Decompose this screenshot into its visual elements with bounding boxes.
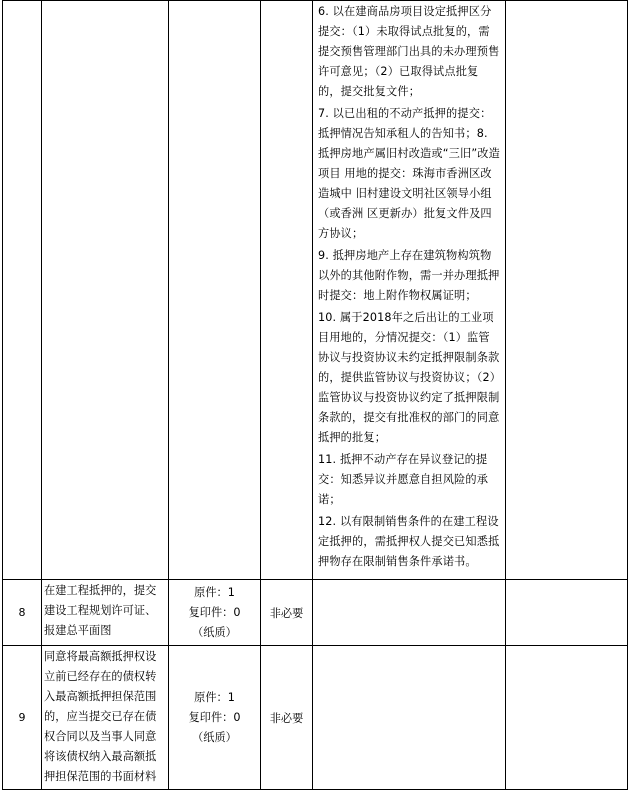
extra-cell xyxy=(506,580,628,646)
table-row xyxy=(3,1,628,580)
extra-cell xyxy=(506,1,628,580)
copy-count: 复印件：0 xyxy=(188,710,241,724)
original-count: 原件：1 xyxy=(194,690,235,704)
row-number: 9 xyxy=(3,646,42,790)
required-status: 非必要 xyxy=(261,646,313,790)
table-row xyxy=(3,646,628,790)
note-item: 10. 属于2018年之后出让的工业项目用地的，分情况提交：（1）监管协议与投资协议未约定抵押限制条款的，提供监管协议与投资协议；（2）监管协议与投资协议约定了抵押限制条款的，提交有批准权的部门的同意抵押的批复； xyxy=(318,311,500,444)
note-item: 11. 抵押不动产存在异议登记的提交：知悉异议并愿意自担风险的承诺； xyxy=(318,453,489,506)
note-item: 7. 以已出租的不动产抵押的提交：抵押情况告知承租人的告知书；8. 抵押房地产属旧村改造或“三旧”改造项目 用地的提交：珠海市香洲区改造城中 旧村建设文明社区领导小组（或香洲 区更新办）批复文件及四方协议； xyxy=(318,107,500,240)
copies-cell xyxy=(169,580,261,646)
extra-cell xyxy=(506,646,628,790)
original-count: 原件：1 xyxy=(194,585,235,599)
copy-unit: （纸质） xyxy=(192,625,237,639)
material-name: 在建工程抵押的，提交建设工程规划许可证、报建总平面图 xyxy=(42,580,169,646)
note-item: 12. 以有限制销售条件的在建工程设定抵押的，需抵押权人提交已知悉抵押物存在限制销售条件承诺书。 xyxy=(318,515,500,568)
copies-cell xyxy=(169,646,261,790)
notes-cell xyxy=(313,646,506,790)
copy-count: 复印件：0 xyxy=(188,605,241,619)
copies-cell xyxy=(169,1,261,580)
material-cell xyxy=(42,1,169,580)
note-item: 6. 以在建商品房项目设定抵押区分提交：（1）未取得试点批复的，需提交预售管理部门出具的未办理预售许可意见；（2）已取得试点批复的，提交批复文件； xyxy=(318,5,500,98)
materials-table xyxy=(2,0,628,790)
required-cell xyxy=(261,1,313,580)
note-item: 9. 抵押房地产上存在建筑物构筑物以外的其他附作物，需一并办理抵押时提交：地上附作物权属证明； xyxy=(318,249,500,302)
table-row xyxy=(3,580,628,646)
notes-cell xyxy=(313,580,506,646)
copy-unit: （纸质） xyxy=(192,730,237,744)
notes-cell xyxy=(313,1,506,580)
number-cell xyxy=(3,1,42,580)
row-number: 8 xyxy=(3,580,42,646)
material-name: 同意将最高额抵押权设立前已经存在的债权转入最高额抵押担保范围的，应当提交已存在债权合同以及当事人同意将该债权纳入最高额抵押担保范围的书面材料 xyxy=(42,646,169,790)
required-status: 非必要 xyxy=(261,580,313,646)
